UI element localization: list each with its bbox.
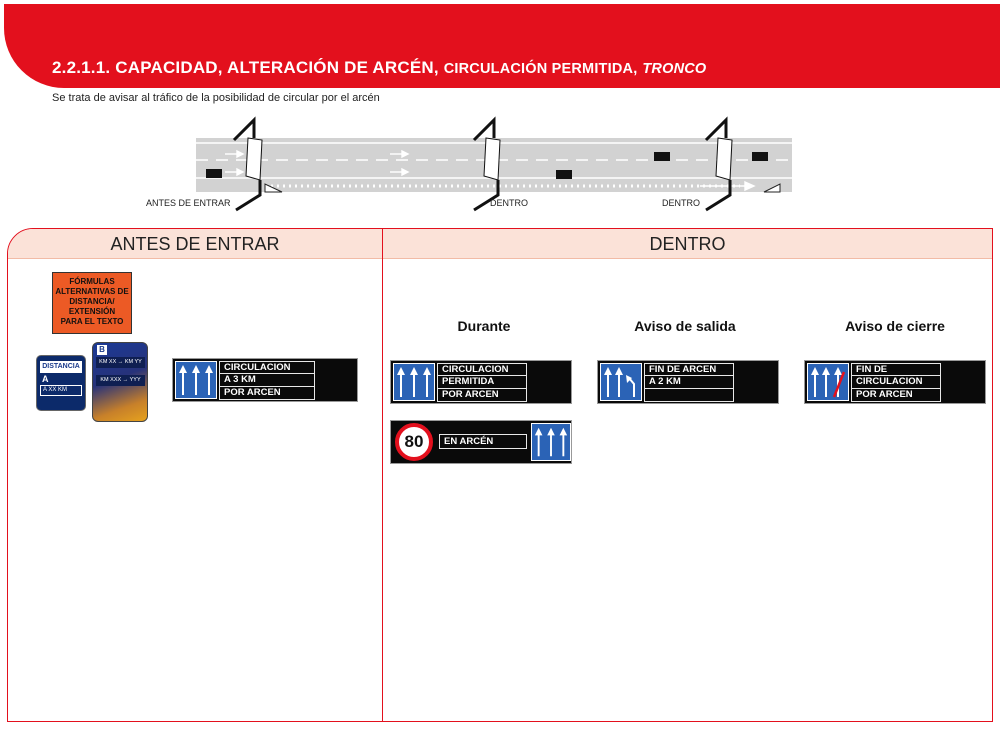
- title-main: CAPACIDAD, ALTERACIÓN DE ARCÉN,: [115, 58, 439, 77]
- sign-line: CIRCULACION: [437, 363, 527, 376]
- sign-line: CIRCULACION: [851, 376, 941, 389]
- panel-dentro: [383, 228, 993, 722]
- sign-line: [644, 389, 734, 402]
- mini-sign-b-line2: KM XXX → YYY: [96, 375, 145, 386]
- sign-line: CIRCULACION: [219, 361, 315, 374]
- vehicle: [654, 152, 670, 161]
- sign-line: A 3 KM: [219, 374, 315, 387]
- three-up-arrows-icon: [175, 361, 217, 399]
- gantry-sign: [246, 138, 262, 180]
- panel-title-antes: ANTES DE ENTRAR: [8, 229, 382, 259]
- sign-durante-circulacion: [390, 360, 572, 404]
- mini-sign-a: [36, 355, 86, 411]
- gantry-sign: [484, 138, 500, 180]
- page-title: [52, 58, 706, 78]
- sign-salida-text: [644, 363, 734, 403]
- speed-limit-circle: 80: [395, 423, 433, 461]
- title-sub: CIRCULACIÓN PERMITIDA,: [443, 61, 638, 77]
- sign-cierre-text: [851, 363, 941, 403]
- formulas-line: EXTENSIÓN: [68, 307, 116, 316]
- exit-lane-arrows-icon: [600, 363, 642, 401]
- mini-sign-a-line: A XX KM: [40, 385, 82, 396]
- sign-line: FIN DE ARCEN: [644, 363, 734, 376]
- diagram-label-dentro-2: DENTRO: [662, 198, 700, 208]
- sign-durante-text: [437, 363, 527, 403]
- page-subtitle: Se trata de avisar al tráfico de la posibilidad de circular por el arcén: [52, 92, 380, 104]
- vehicle: [556, 170, 572, 179]
- sign-line: FIN DE: [851, 363, 941, 376]
- sign-aviso-salida: [597, 360, 779, 404]
- col-head-durante: Durante: [457, 318, 511, 334]
- sign-antes-circulacion: [172, 358, 358, 402]
- title-italic: TRONCO: [642, 61, 707, 77]
- sign-line: POR ARCEN: [851, 389, 941, 402]
- mini-sign-b-line1: KM XX → KM YY: [96, 357, 145, 368]
- sign-line: POR ARCEN: [219, 387, 315, 400]
- formulas-line: DISTANCIA/: [69, 297, 115, 306]
- road-diagram-graphic: [140, 110, 820, 220]
- vehicle: [206, 169, 222, 178]
- speed-sign-text: EN ARCÉN: [439, 434, 527, 449]
- road-diagram: [140, 110, 820, 220]
- formulas-line: PARA EL TEXTO: [60, 317, 124, 326]
- mini-sign-b: [92, 342, 148, 422]
- sign-antes-text: [219, 361, 315, 401]
- mini-sign-b-letter: B: [97, 345, 107, 355]
- section-number: 2.2.1.1.: [52, 58, 111, 77]
- closed-lane-arrows-icon: [807, 363, 849, 401]
- col-head-cierre: Aviso de cierre: [845, 318, 945, 334]
- panel-title-dentro: DENTRO: [383, 229, 992, 259]
- col-head-salida: Aviso de salida: [634, 318, 736, 334]
- sign-aviso-cierre: [804, 360, 986, 404]
- three-up-arrows-icon: [393, 363, 435, 401]
- vehicle: [752, 152, 768, 161]
- formulas-line: ALTERNATIVAS DE: [55, 287, 129, 296]
- diagram-label-dentro-1: DENTRO: [490, 198, 528, 208]
- mini-sign-a-title: DISTANCIA: [40, 361, 82, 373]
- mini-sign-a-letter: A: [42, 374, 49, 384]
- sign-speed-limit-arcen: [390, 420, 572, 464]
- sign-line: PERMITIDA: [437, 376, 527, 389]
- formulas-box: [52, 272, 132, 334]
- gantry-sign: [716, 138, 732, 180]
- diagram-label-antes: ANTES DE ENTRAR: [146, 198, 231, 208]
- formulas-line: FÓRMULAS: [69, 277, 115, 286]
- sign-line: POR ARCEN: [437, 389, 527, 402]
- three-up-arrows-icon: [531, 423, 571, 461]
- sign-line: A 2 KM: [644, 376, 734, 389]
